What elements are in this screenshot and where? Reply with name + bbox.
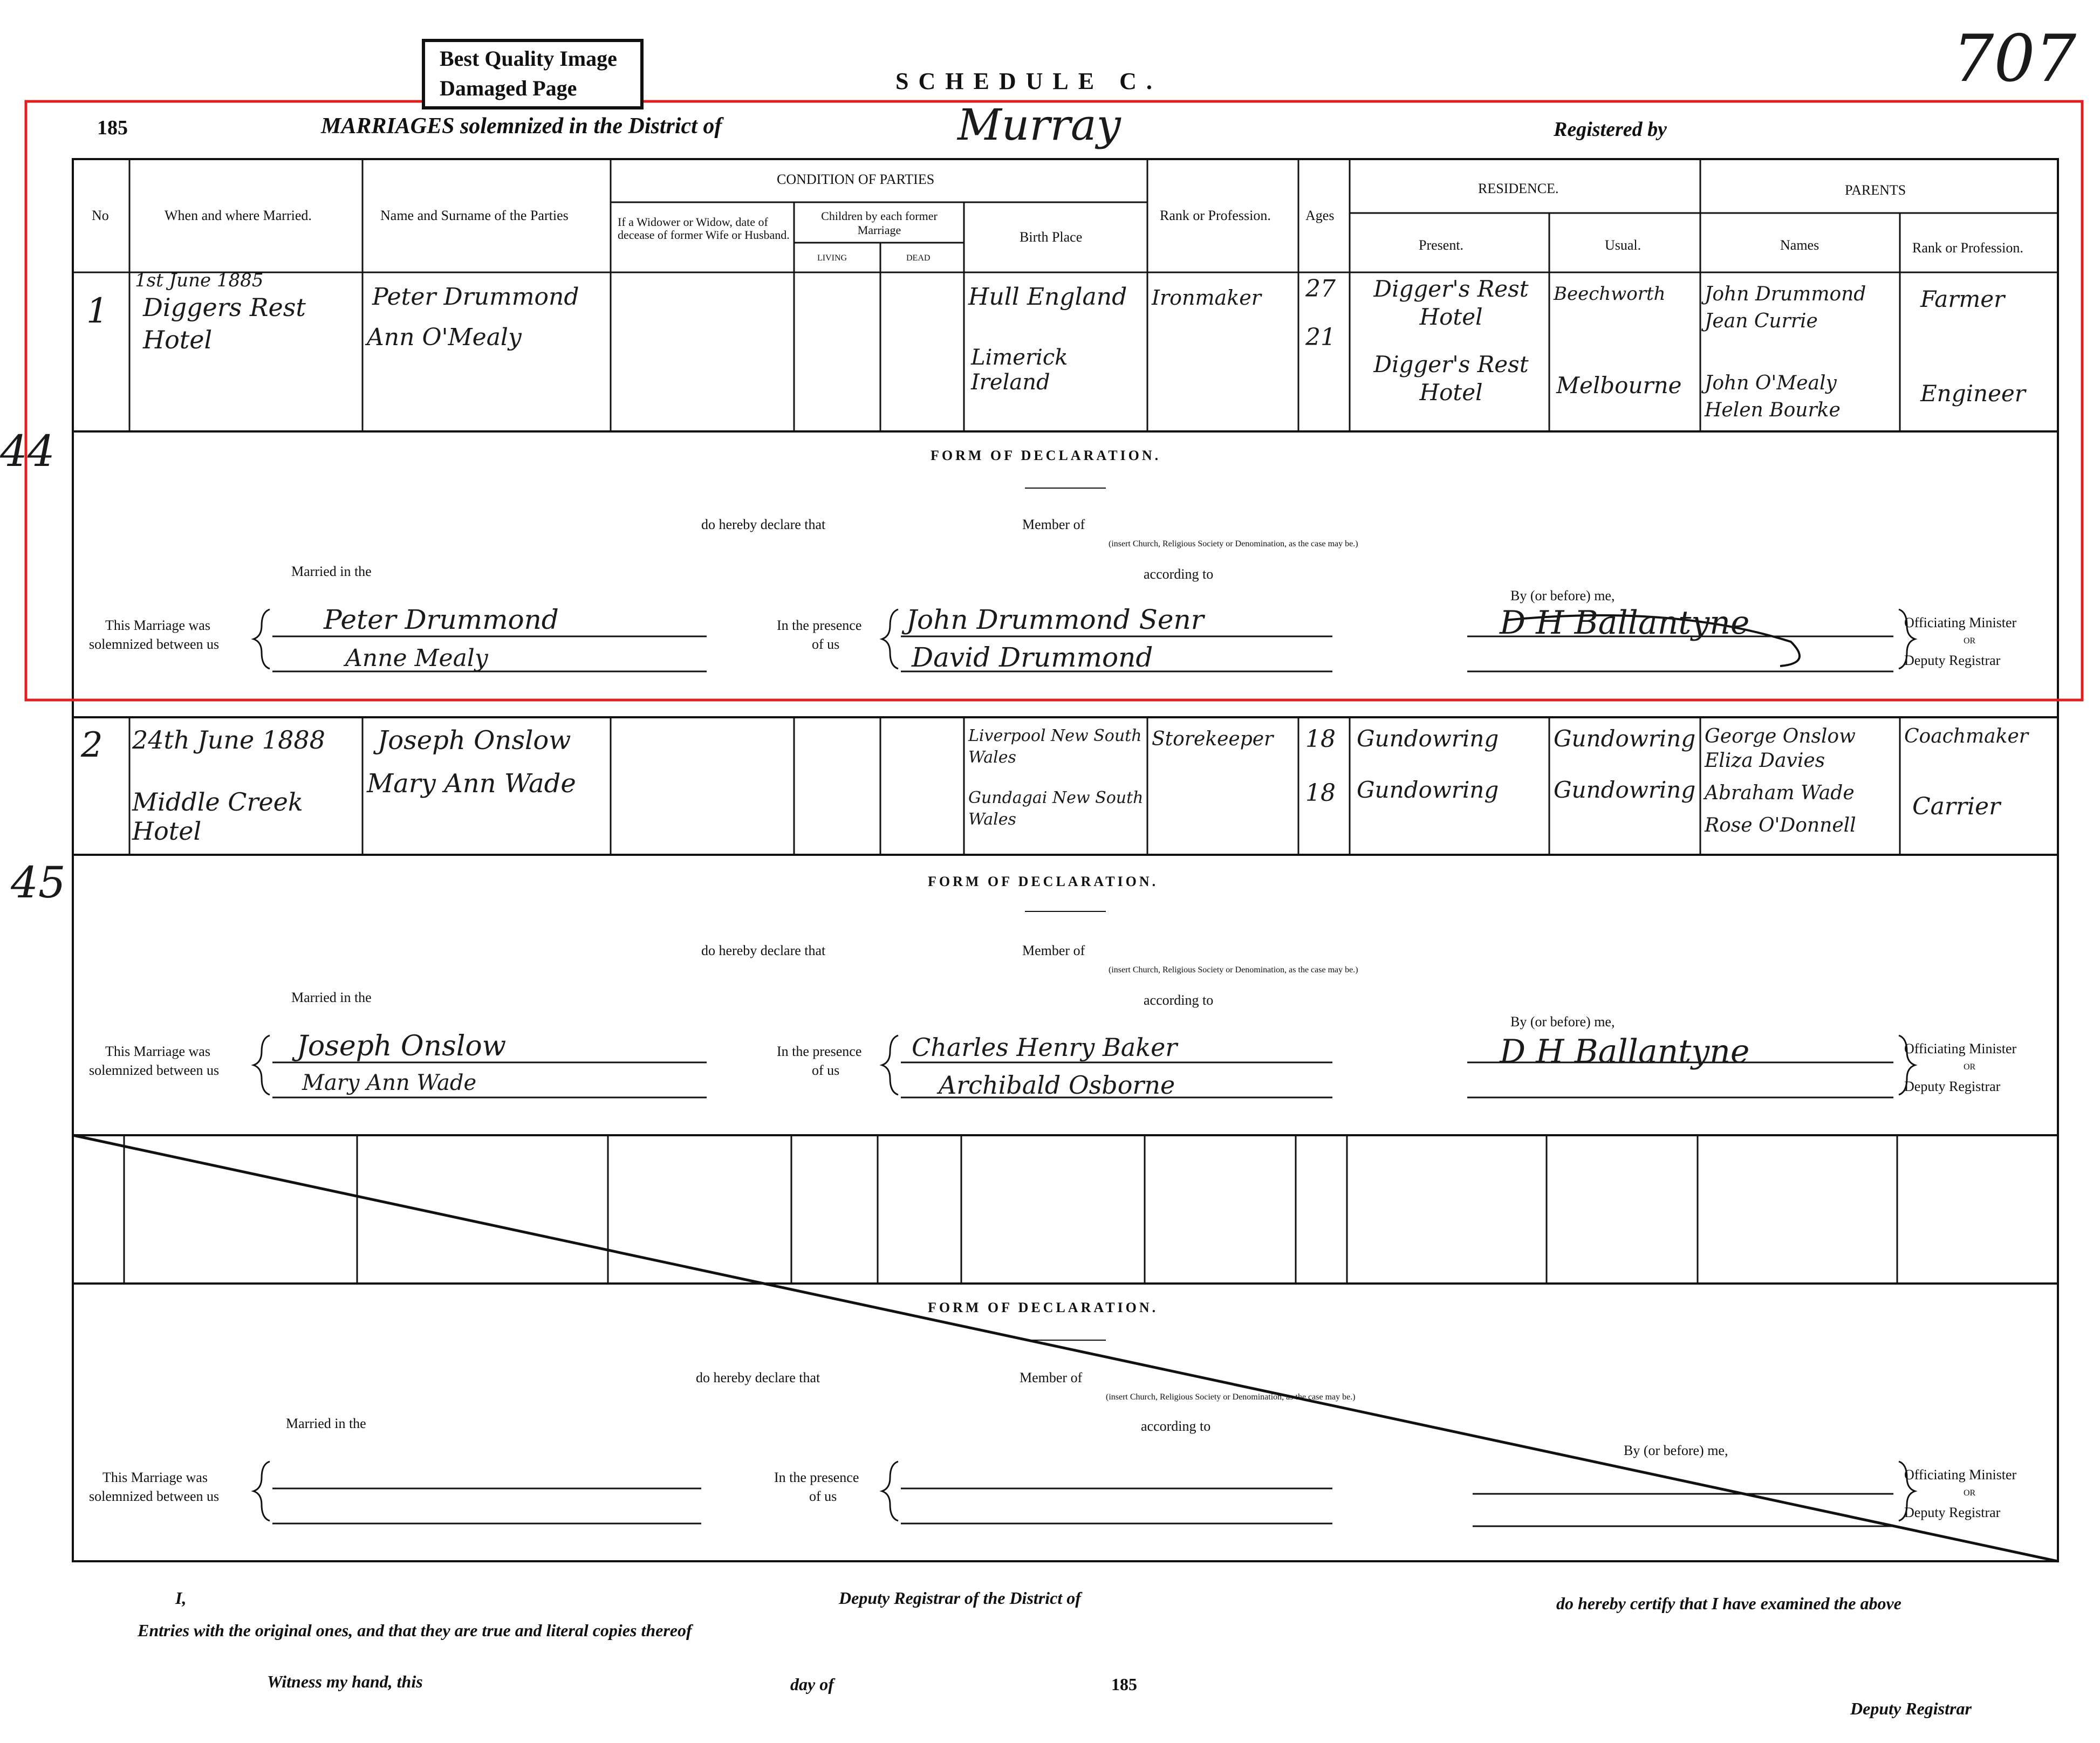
form-1-of-us: of us <box>812 636 840 652</box>
registered-by-label: Registered by <box>1554 118 1667 141</box>
form-2-by-before: By (or before) me, <box>1510 1014 1615 1030</box>
form-1-solemnized: solemnized between us <box>89 636 220 652</box>
form-2-presence: In the presence <box>777 1044 862 1059</box>
stamp-line-2: Damaged Page <box>440 76 577 100</box>
footer-entries: Entries with the original ones, and that they are true and literal copies thereof <box>138 1621 692 1640</box>
form-2-or: OR <box>1964 1062 1976 1072</box>
entry-2-parent-rank-1: Coachmaker <box>1904 725 2028 747</box>
form-2-deputy: Deputy Registrar <box>1904 1079 2001 1094</box>
entry-2-parent-1b: Eliza Davies <box>1705 750 1825 772</box>
stamp-line-1: Best Quality Image <box>440 46 617 71</box>
entry-2-party-1: Joseph Onslow <box>378 725 571 756</box>
col-birth-place: Birth Place <box>1020 229 1083 245</box>
form-2-of-us: of us <box>812 1062 840 1078</box>
form-1-officiant: D H Ballantyne <box>1500 604 1750 642</box>
col-children: Children by each former Marriage <box>821 209 938 237</box>
entry-1-parent-rank-1: Farmer <box>1920 286 2005 312</box>
schedule-title: SCHEDULE C. <box>895 68 1162 94</box>
entry-1-party-1: Peter Drummond <box>372 283 579 311</box>
entry-2-usual-1: Gundowring <box>1554 725 1696 752</box>
form-1-or: OR <box>1964 636 1976 646</box>
entry-1-parent-1a: John Drummond <box>1705 283 1866 305</box>
form-2-witness-2: Archibald Osborne <box>939 1070 1175 1100</box>
entry-2-where: Middle Creek Hotel <box>132 787 303 846</box>
col-parents: PARENTS <box>1845 182 1906 198</box>
footer-i: I, <box>175 1588 187 1608</box>
form-2-sig-party-2: Mary Ann Wade <box>302 1070 477 1095</box>
form-1-by-before: By (or before) me, <box>1510 588 1615 603</box>
form-3-by-before: By (or before) me, <box>1624 1443 1728 1458</box>
entry-2-age-2: 18 <box>1305 779 1336 807</box>
entry-1-parent-1b: Jean Currie <box>1705 310 1818 332</box>
entry-1-no: 1 <box>86 291 108 331</box>
entry-1-parent-rank-2: Engineer <box>1920 380 2026 407</box>
col-name-surname: Name and Surname of the Parties <box>380 208 569 223</box>
footer-deputy: Deputy Registrar <box>1850 1699 1972 1718</box>
form-2-title: FORM OF DECLARATION. <box>928 874 1159 889</box>
form-3-marriage-was: This Marriage was <box>102 1470 208 1485</box>
form-2-declare: do hereby declare that <box>701 943 826 958</box>
entry-1-usual-2: Melbourne <box>1556 372 1682 399</box>
entry-2-usual-2: Gundowring <box>1554 777 1696 803</box>
entry-2-parent-rank-2: Carrier <box>1912 793 2001 820</box>
entry-2-when: 24th June 1888 <box>132 725 325 754</box>
register-title: MARRIAGES solemnized in the District of <box>321 114 722 139</box>
footer-year: 185 <box>1111 1675 1137 1694</box>
form-1-sig-party-2: Anne Mealy <box>345 644 488 672</box>
form-1-member-of: Member of <box>1022 517 1085 532</box>
entry-2-birth-2: Gundagai New South Wales <box>968 788 1144 829</box>
entry-2-parent-2a: Abraham Wade <box>1705 782 1855 804</box>
entry-2-no: 2 <box>81 725 103 765</box>
form-3-of-us: of us <box>809 1488 837 1504</box>
form-2-officiating: Officiating Minister <box>1904 1041 2017 1056</box>
folio-number: 707 <box>1953 22 2077 97</box>
entry-1-when: 1st June 1885 <box>135 270 264 291</box>
form-1-according-to: according to <box>1144 566 1214 582</box>
form-2-solemnized: solemnized between us <box>89 1062 220 1078</box>
margin-note-entry-1: 44 <box>0 426 55 476</box>
district-handwritten: Murray <box>957 100 1121 150</box>
entry-1-birth-1: Hull England <box>968 283 1127 311</box>
col-ages: Ages <box>1305 208 1335 223</box>
form-2-marriage-was: This Marriage was <box>105 1044 210 1059</box>
page-number: 185 <box>97 116 128 139</box>
form-1-marriage-was: This Marriage was <box>105 617 210 633</box>
entry-1-usual-1: Beechworth <box>1554 283 1666 305</box>
entry-2-present-2: Gundowring <box>1357 777 1499 803</box>
footer-deputy-of: Deputy Registrar of the District of <box>839 1588 1081 1608</box>
form-2-member-of: Member of <box>1022 943 1085 958</box>
form-3-title: FORM OF DECLARATION. <box>928 1300 1159 1315</box>
form-3-presence: In the presence <box>774 1470 859 1485</box>
col-widower: If a Widower or Widow, date of decease of former Wife or Husband. <box>618 215 790 242</box>
form-2-according-to: according to <box>1144 992 1214 1008</box>
form-1-sig-party-1: Peter Drummond <box>324 604 559 635</box>
form-1-declare: do hereby declare that <box>701 517 826 532</box>
form-1-presence: In the presence <box>777 617 862 633</box>
entry-2-birth-1: Liverpool New South Wales <box>968 726 1142 767</box>
col-when-where: When and where Married. <box>165 208 312 223</box>
col-residence: RESIDENCE. <box>1478 181 1559 196</box>
form-2-married-in: Married in the <box>291 990 372 1005</box>
col-names: Names <box>1780 237 1819 253</box>
form-3-declare: do hereby declare that <box>696 1370 820 1385</box>
entry-1-age-1: 27 <box>1305 275 1336 303</box>
entry-2-parent-1a: George Onslow <box>1705 725 1856 747</box>
entry-1-rank: Ironmaker <box>1152 286 1261 310</box>
form-1-witness-2: David Drummond <box>912 642 1153 673</box>
entry-1-age-2: 21 <box>1305 324 1336 351</box>
form-3-officiating: Officiating Minister <box>1904 1467 2017 1483</box>
entry-1-parent-2a: John O'Mealy <box>1705 372 1837 394</box>
entry-1-present-2: Digger's Rest Hotel <box>1373 351 1529 406</box>
form-3-according-to: according to <box>1141 1418 1211 1434</box>
footer-certify: do hereby certify that I have examined the above <box>1556 1594 1901 1613</box>
entry-2-rank: Storekeeper <box>1152 728 1274 750</box>
col-present: Present. <box>1419 237 1464 253</box>
entry-1-birth-2: Limerick Ireland <box>971 345 1068 395</box>
entry-2-age-1: 18 <box>1305 725 1336 753</box>
col-dead: DEAD <box>906 253 931 263</box>
col-condition: CONDITION OF PARTIES <box>777 171 935 187</box>
form-2-sig-party-1: Joseph Onslow <box>297 1030 507 1062</box>
footer-witness: Witness my hand, this <box>267 1672 423 1691</box>
form-1-deputy: Deputy Registrar <box>1904 653 2001 668</box>
col-living: LIVING <box>817 253 847 263</box>
form-2-insert-note: (insert Church, Religious Society or Denomination, as the case may be.) <box>1109 965 1358 975</box>
form-1-title: FORM OF DECLARATION. <box>931 448 1161 463</box>
form-3-member-of: Member of <box>1020 1370 1083 1385</box>
form-1-witness-1: John Drummond Senr <box>906 604 1204 635</box>
form-2-officiant: D H Ballantyne <box>1500 1033 1750 1070</box>
form-3-solemnized: solemnized between us <box>89 1488 220 1504</box>
form-1-insert-note: (insert Church, Religious Society or Denomination, as the case may be.) <box>1109 539 1358 548</box>
form-1-officiating: Officiating Minister <box>1904 615 2017 630</box>
form-3-married-in: Married in the <box>286 1416 366 1431</box>
form-3-insert-note: (insert Church, Religious Society or Denomination, as the case may be.) <box>1106 1392 1356 1402</box>
entry-1-where: Diggers Rest Hotel <box>143 293 306 354</box>
entry-1-present-1: Digger's Rest Hotel <box>1373 276 1529 330</box>
form-2-witness-1: Charles Henry Baker <box>912 1033 1178 1062</box>
col-parents-rank: Rank or Profession. <box>1912 240 2023 256</box>
entry-2-present-1: Gundowring <box>1357 725 1499 752</box>
entry-1-parent-2b: Helen Bourke <box>1705 399 1841 421</box>
col-usual: Usual. <box>1605 237 1641 253</box>
col-rank: Rank or Profession. <box>1160 208 1271 223</box>
col-no: No <box>92 208 109 223</box>
margin-note-entry-2: 45 <box>11 857 66 908</box>
footer-day-of: day of <box>790 1675 834 1694</box>
entry-1-party-2: Ann O'Mealy <box>367 324 522 351</box>
entry-2-party-2: Mary Ann Wade <box>367 768 576 799</box>
form-1-married-in: Married in the <box>291 564 372 579</box>
form-3-or: OR <box>1964 1488 1976 1498</box>
form-3-deputy: Deputy Registrar <box>1904 1505 2001 1520</box>
entry-2-parent-2b: Rose O'Donnell <box>1705 814 1856 836</box>
